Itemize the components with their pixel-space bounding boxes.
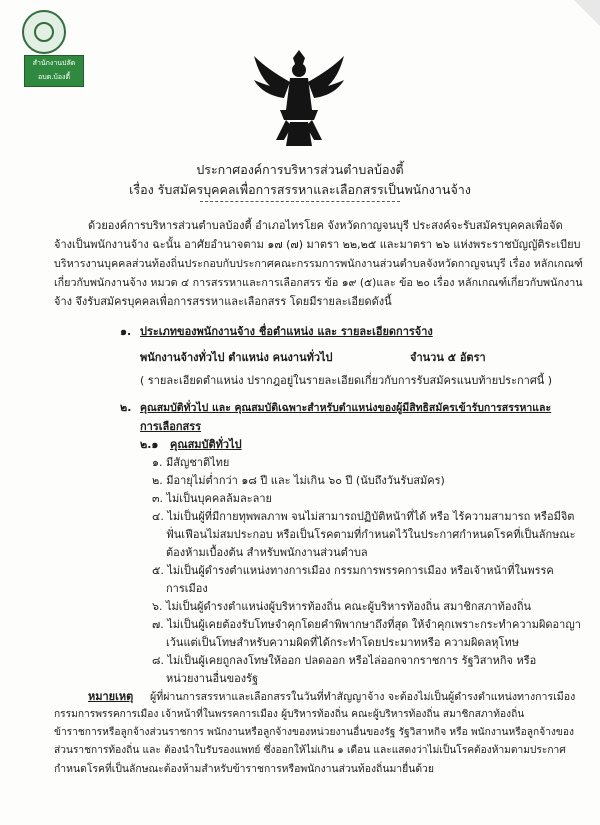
intro-line: จ้าง จึงรับสมัครบุคคลเพื่อการสรรหาและเลือกสรร โดยมีรายละเอียดดังนี้: [54, 295, 392, 308]
intro-line: จ้างเป็นพนักงานจ้าง ฉะนั้น อาศัยอำนาจตาม ๑๗ (๗) มาตรา ๒๒,๒๕ และมาตรา ๒๖ แห่งพระราชบัญญัติระเบียบ: [54, 238, 581, 251]
remark-line: ส่วนราชการท้องถิ่น และ ต้องนำใบรับรองแพทย์ ซึ่งออกให้ไม่เกิน ๑ เดือน และแสดงว่าไม่เป็นโรคต้องห้ามตามประกาศ: [54, 745, 566, 756]
qualification-item-cont: เว้นแต่เป็นโทษสำหรับความผิดที่ได้กระทำโดยประมาทหรือ ความผิดลหุโทษ: [166, 636, 519, 649]
qualification-item: ๔. ไม่เป็นผู้ที่มีกายทุพพลภาพ จนไม่สามารถปฏิบัติหน้าที่ได้ หรือ ไร้ความสามารถ หรือมีจิต: [152, 510, 575, 523]
announcement-subject: เรื่อง รับสมัครบุคคลเพื่อการสรรหาและเลือกสรรเป็นพนักงานจ้าง: [129, 182, 471, 197]
section-1-count: จำนวน ๕ อัตรา: [410, 351, 486, 364]
section-2-number: ๒.: [120, 401, 132, 414]
section-1-number: ๑.: [120, 325, 132, 338]
stamp-line-1: สำนักงานปลัด: [32, 59, 76, 67]
qualification-item: ๘. ไม่เป็นผู้เคยถูกลงโทษให้ออก ปลดออก หรือไล่ออกจากราชการ รัฐวิสาหกิจ หรือ: [152, 654, 537, 667]
intro-line: เกี่ยวกับพนักงานจ้าง หมวด ๔ การสรรหาและการเลือกสรร ข้อ ๑๙ (๕)และ ข้อ ๒๐ เรื่อง หลักเกณฑ์เกี่ยวกับพนักงาน: [54, 276, 583, 289]
qualification-item-cont: ต้องห้ามเบื้องต้น สำหรับพนักงานส่วนตำบล: [166, 546, 368, 559]
round-seal-logo: [22, 10, 66, 54]
office-stamp: [24, 55, 84, 87]
garuda-emblem-icon: [250, 48, 348, 150]
remark-line: ข้าราชการหรือลูกจ้างส่วนราชการ พนักงานหรือลูกจ้างของหน่วยงานอื่นของรัฐ รัฐวิสาหกิจ หรือ พนักงานหรือลูกจ้างของ: [54, 727, 574, 738]
section-2-title-cont: การเลือกสรร: [140, 420, 202, 433]
section-1-title: ประเภทของพนักงานจ้าง ชื่อตำแหน่ง และ รายละเอียดการจ้าง: [140, 325, 433, 338]
intro-line: บริหารงานบุคคลส่วนท้องถิ่นประกอบกับประกาศคณะกรรมการพนักงานส่วนตำบลจังหวัดกาญจนบุรี เรื่อง หลักเกณฑ์: [54, 257, 583, 270]
qualification-item: ๗. ไม่เป็นผู้เคยต้องรับโทษจำคุกโดยคำพิพากษาถึงที่สุด ให้จำคุกเพราะกระทำความผิดอาญา: [152, 618, 581, 631]
section-1-position: พนักงานจ้างทั่วไป ตำแหน่ง คนงานทั่วไป: [140, 351, 333, 364]
qualification-item: ๓. ไม่เป็นบุคคลล้มละลาย: [152, 492, 273, 505]
section-2-title: คุณสมบัติทั่วไป และ คุณสมบัติเฉพาะสำหรับตำแหน่งของผู้มีสิทธิสมัครเข้ารับการสรรหาและ: [140, 402, 552, 414]
remark-line: กำหนดโรคที่เป็นลักษณะต้องห้ามสำหรับข้าราชการหรือพนักงานส่วนท้องถิ่นมายื่นด้วย: [54, 763, 434, 775]
intro-line: ด้วยองค์การบริหารส่วนตำบลบ้องตี้ อำเภอไทรโยค จังหวัดกาญจนบุรี ประสงค์จะรับสมัครบุคคลเพื่อจัด: [88, 219, 563, 232]
stamp-line-2: อบต.บ้องตี้: [37, 73, 71, 81]
qualification-item: ๕. ไม่เป็นผู้ดำรงตำแหน่งทางการเมือง กรรมการพรรคการเมือง หรือเจ้าหน้าที่ในพรรค: [152, 564, 554, 577]
announcement-title: ประกาศองค์การบริหารส่วนตำบลบ้องตี้: [196, 162, 404, 177]
qualification-item-cont: หน่วยงานอื่นของรัฐ: [166, 672, 259, 685]
qualification-item: ๒. มีอายุไม่ต่ำกว่า ๑๘ ปี และ ไม่เกิน ๖๐ ปี (นับถึงวันรับสมัคร): [152, 474, 445, 487]
remark-line: ผู้ที่ผ่านการสรรหาและเลือกสรรในวันที่ทำสัญญาจ้าง จะต้องไม่เป็นผู้ดำรงตำแหน่งทางการเมือง: [150, 691, 576, 703]
remark-line: กรรมการพรรคการเมือง เจ้าหน้าที่ในพรรคการเมือง ผู้บริหารท้องถิ่น คณะผู้บริหารท้องถิ่น สมาชิกสภาท้องถิ่น: [54, 709, 525, 720]
qualification-item-cont: การเมือง: [166, 582, 208, 595]
title-divider: [200, 201, 400, 202]
qualification-item: ๑. มีสัญชาติไทย: [152, 456, 230, 469]
subsection-number: ๒.๑: [140, 438, 159, 451]
remark-label: หมายเหตุ: [88, 690, 134, 703]
section-1-note: ( รายละเอียดตำแหน่ง ปรากฎอยู่ในรายละเอียดเกี่ยวกับการรับสมัครแนบท้ายประกาศนี้ ): [140, 374, 553, 387]
qualification-item: ๖. ไม่เป็นผู้ดำรงตำแหน่งผู้บริหารท้องถิ่น คณะผู้บริหารท้องถิ่น สมาชิกสภาท้องถิ่น: [152, 600, 532, 613]
qualification-item-cont: ฟั่นเฟือนไม่สมประกอบ หรือเป็นโรคตามที่กำหนดไว้ในประกาศกำหนดโรคที่เป็นลักษณะ: [166, 528, 576, 541]
folded-corner: [574, 0, 600, 26]
subsection-title: คุณสมบัติทั่วไป: [170, 438, 242, 451]
